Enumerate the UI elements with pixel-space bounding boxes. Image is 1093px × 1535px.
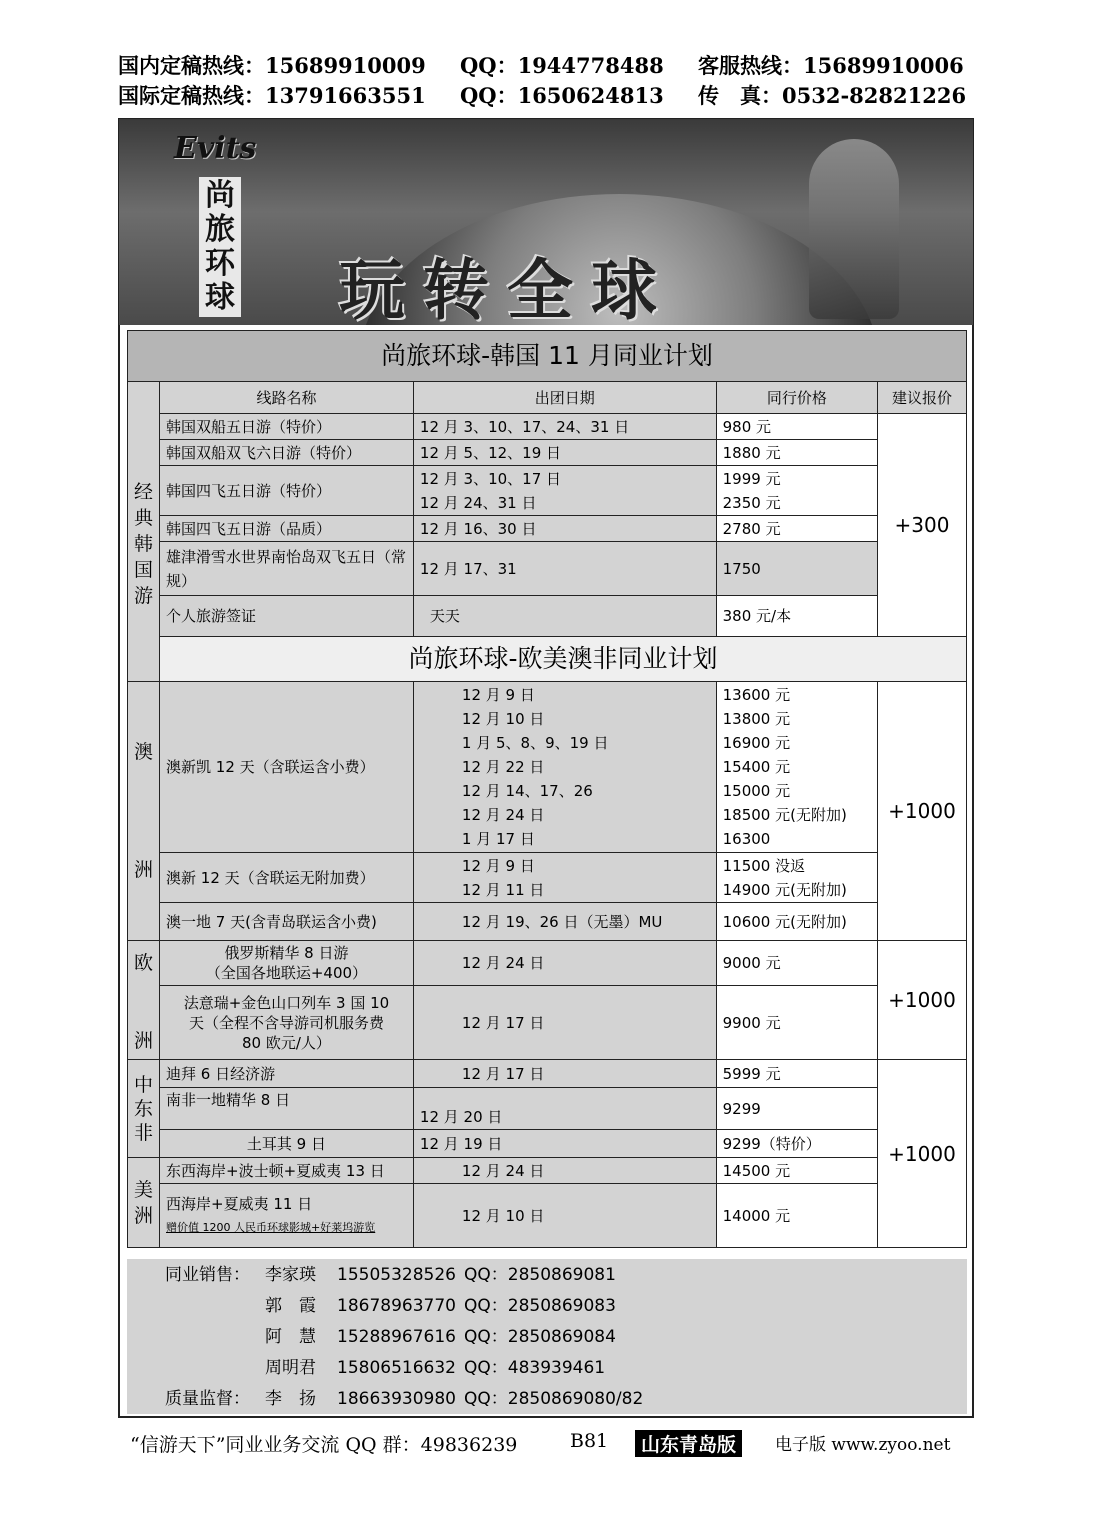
contact-row: [165, 1322, 616, 1353]
fax-number: 传 真：0532-82821226: [698, 83, 967, 108]
dancer-graphic: [809, 139, 899, 319]
trade-price: [716, 853, 877, 903]
korea-plan-title: 尚旅环球-韩国 11 月同业计划: [128, 331, 967, 382]
footer-page-number: B81: [570, 1430, 609, 1452]
route-name: 澳新凯 12 天（含联运含小费）: [160, 682, 414, 853]
departure-date: 12 月 5、12、19 日: [413, 440, 716, 466]
route-name: 雄津滑雪水世界南怡岛双飞五日（常规）: [160, 542, 414, 596]
name-line: 俄罗斯精华 8 日游: [224, 944, 349, 962]
aus-category-top: 澳: [134, 741, 154, 763]
trade-price: [716, 466, 877, 516]
price-line: 14900 元(无附加): [722, 880, 847, 899]
am-category: 美洲: [128, 1158, 160, 1248]
table-row: [128, 682, 967, 853]
table-row: [128, 516, 967, 542]
trade-price: 9000 元: [716, 941, 877, 986]
route-name: 个人旅游签证: [160, 596, 414, 637]
table-row: [128, 903, 967, 941]
departure-date: 12 月 17 日: [413, 1060, 716, 1088]
departure-date: 12 月 17、31: [413, 542, 716, 596]
footer-edition: 山东青岛版: [635, 1430, 742, 1457]
date-line: 12 月 10 日: [461, 710, 545, 728]
contact-phone: 18678963770: [337, 1296, 456, 1316]
price-line: 1999 元: [722, 469, 781, 488]
trade-price: 9900 元: [716, 986, 877, 1060]
intl-hotline: 国际定稿热线：13791663551: [118, 83, 426, 108]
price-line: 16900 元: [722, 734, 791, 752]
contact-qq: QQ：2850869084: [464, 1327, 616, 1347]
price-line: 15400 元: [722, 758, 791, 776]
eur-category-bottom: 洲: [134, 1030, 154, 1052]
trade-price: 14000 元: [716, 1184, 877, 1248]
world-plan-title: 尚旅环球-欧美澳非同业计划: [160, 637, 967, 682]
price-line: 16300: [722, 830, 771, 848]
trade-price: 10600 元(无附加): [716, 903, 877, 941]
trade-price: 9299: [716, 1088, 877, 1130]
name-line: 80 欧元/人）: [242, 1033, 331, 1052]
trade-price: 380 元/本: [716, 596, 877, 637]
contact-row: [165, 1353, 605, 1384]
footer-qq-group: “信游天下”同业业务交流 QQ 群：49836239: [130, 1434, 518, 1456]
departure-date: [413, 466, 716, 516]
trade-price: 14500 元: [716, 1158, 877, 1184]
footer-site: 电子版 www.zyoo.net: [775, 1435, 951, 1455]
departure-date: 天天: [413, 596, 716, 637]
date-line: 1 月 5、8、9、19 日: [461, 734, 609, 752]
price-line: 15000 元: [722, 782, 791, 800]
contact-phone: 15288967616: [337, 1327, 456, 1347]
domestic-hotline: 国内定稿热线：15689910009: [118, 53, 426, 78]
departure-date: 12 月 24 日: [413, 941, 716, 986]
date-line: 12 月 22 日: [461, 758, 545, 776]
route-name: [160, 1184, 414, 1248]
table-row: [128, 414, 967, 440]
departure-date: 12 月 19、26 日（无墨）MU: [413, 903, 716, 941]
header-suggested-price: 建议报价: [878, 382, 967, 414]
table-row: [128, 542, 967, 596]
hotline-header: [118, 50, 978, 110]
contact-qq: QQ：2850869083: [464, 1296, 616, 1316]
page-footer: [130, 1430, 970, 1460]
contact-qq: QQ：483939461: [464, 1358, 606, 1378]
table-row: [128, 853, 967, 903]
trade-price: [716, 682, 877, 853]
departure-date: 12 月 19 日: [413, 1130, 716, 1158]
mea-category: 中东非: [128, 1060, 160, 1158]
header-trade-price: 同行价格: [716, 382, 877, 414]
route-name: 韩国四飞五日游（特价）: [160, 466, 414, 516]
table-header: [128, 382, 967, 414]
contact-name: 郭 霞: [265, 1296, 316, 1316]
name-line: 法意瑞+金色山口列车 3 国 10: [183, 993, 390, 1012]
korea-suggested-price: +300: [878, 414, 967, 637]
date-line: 1 月 17 日: [461, 830, 535, 848]
route-name: [160, 986, 414, 1060]
price-line: 11500 没返: [722, 856, 806, 875]
eur-suggested-price: +1000: [878, 941, 967, 1060]
route-name: 韩国双船五日游（特价）: [160, 414, 414, 440]
mea-suggested-price: +1000: [878, 1060, 967, 1248]
route-name: 澳新 12 天（含联运无附加费）: [160, 853, 414, 903]
price-line: 13600 元: [722, 686, 791, 704]
eur-category-top: 欧: [134, 952, 154, 974]
route-name: 韩国四飞五日游（品质）: [160, 516, 414, 542]
aus-suggested-price: +1000: [878, 682, 967, 941]
departure-date: 12 月 24 日: [413, 1158, 716, 1184]
table-row: [128, 596, 967, 637]
name-line: （全国各地联运+400）: [205, 964, 368, 982]
hotline-row-intl: [118, 80, 978, 110]
contact-qq: QQ：2850869080/82: [464, 1389, 644, 1409]
contact-row: [165, 1384, 643, 1415]
date-line: 12 月 24 日: [461, 806, 545, 824]
route-name: 土耳其 9 日: [160, 1130, 414, 1158]
departure-date: 12 月 3、10、17、24、31 日: [413, 414, 716, 440]
table-row: [128, 440, 967, 466]
contact-name: 李家瑛: [265, 1265, 316, 1285]
route-name: [160, 941, 414, 986]
table-row: [128, 466, 967, 516]
trade-price: 5999 元: [716, 1060, 877, 1088]
contact-qq: QQ：2850869081: [464, 1265, 616, 1285]
contact-phone: 15806516632: [337, 1358, 456, 1378]
intl-qq: QQ：1650624813: [460, 83, 664, 108]
date-line: 12 月 9 日: [461, 686, 535, 704]
trade-price: 2780 元: [716, 516, 877, 542]
korea-category: 经典韩国游: [128, 382, 160, 682]
trade-price: 1750: [716, 542, 877, 596]
table-row: [128, 1088, 967, 1130]
price-line: 2350 元: [722, 493, 781, 512]
table-row: [128, 1184, 967, 1248]
table-row: [128, 986, 967, 1060]
hotline-row-domestic: [118, 50, 978, 80]
trade-price: 1880 元: [716, 440, 877, 466]
header-departure-date: 出团日期: [413, 382, 716, 414]
table-row: [128, 1158, 967, 1184]
contacts-panel: [127, 1259, 967, 1414]
route-name: 澳一地 7 天(含青岛联运含小费): [160, 903, 414, 941]
contact-row: [165, 1291, 616, 1322]
trade-price: 9299（特价）: [716, 1130, 877, 1158]
tour-plan-table: [127, 330, 967, 1248]
table-row: [128, 1130, 967, 1158]
name-line: 天（全程不含导游司机服务费: [188, 1013, 384, 1032]
name-line: 西海岸+夏威夷 11 日: [166, 1194, 313, 1213]
contact-name: 李 扬: [265, 1389, 316, 1409]
header-route-name: 线路名称: [160, 382, 414, 414]
departure-date: 12 月 20 日: [413, 1088, 716, 1130]
date-line: 12 月 3、10、17 日: [419, 469, 562, 488]
date-line: 12 月 9 日: [461, 856, 535, 875]
contact-row: [165, 1260, 616, 1291]
contact-phone: 15505328526: [337, 1265, 456, 1285]
price-line: 13800 元: [722, 710, 791, 728]
trade-price: 980 元: [716, 414, 877, 440]
price-line: 18500 元(无附加): [722, 806, 847, 824]
contact-name: 周明君: [265, 1358, 316, 1378]
date-line: 12 月 14、17、26: [461, 782, 593, 800]
contact-phone: 18663930980: [337, 1389, 456, 1409]
service-hotline: 客服热线：15689910006: [698, 53, 964, 78]
departure-date: 12 月 10 日: [413, 1184, 716, 1248]
departure-date: 12 月 17 日: [413, 986, 716, 1060]
banner-slogan: 玩转全球: [339, 252, 675, 325]
domestic-qq: QQ：1944778488: [460, 53, 664, 78]
table-row: [128, 941, 967, 986]
date-line: 12 月 24、31 日: [419, 493, 537, 512]
date-line: 12 月 11 日: [461, 880, 545, 899]
aus-category: [128, 682, 160, 941]
table-row: [128, 1060, 967, 1088]
quality-label: 质量监督：: [165, 1389, 250, 1409]
departure-date: [413, 853, 716, 903]
departure-date: 12 月 16、30 日: [413, 516, 716, 542]
brand-vertical-title: 尚旅环球: [199, 177, 241, 317]
banner: [119, 119, 973, 325]
route-name: 韩国双船双飞六日游（特价）: [160, 440, 414, 466]
sales-label: 同业销售：: [165, 1265, 250, 1285]
route-name: 东西海岸+波士顿+夏威夷 13 日: [160, 1158, 414, 1184]
gift-note: 赠价值 1200 人民币环球影城+好莱坞游览: [166, 1220, 376, 1234]
eur-category: [128, 941, 160, 1060]
contact-name: 阿 慧: [265, 1327, 316, 1347]
route-name: 南非一地精华 8 日: [160, 1088, 414, 1130]
brand-logo: Evits: [174, 131, 257, 166]
departure-date: [413, 682, 716, 853]
aus-category-bottom: 洲: [134, 859, 154, 881]
route-name: 迪拜 6 日经济游: [160, 1060, 414, 1088]
